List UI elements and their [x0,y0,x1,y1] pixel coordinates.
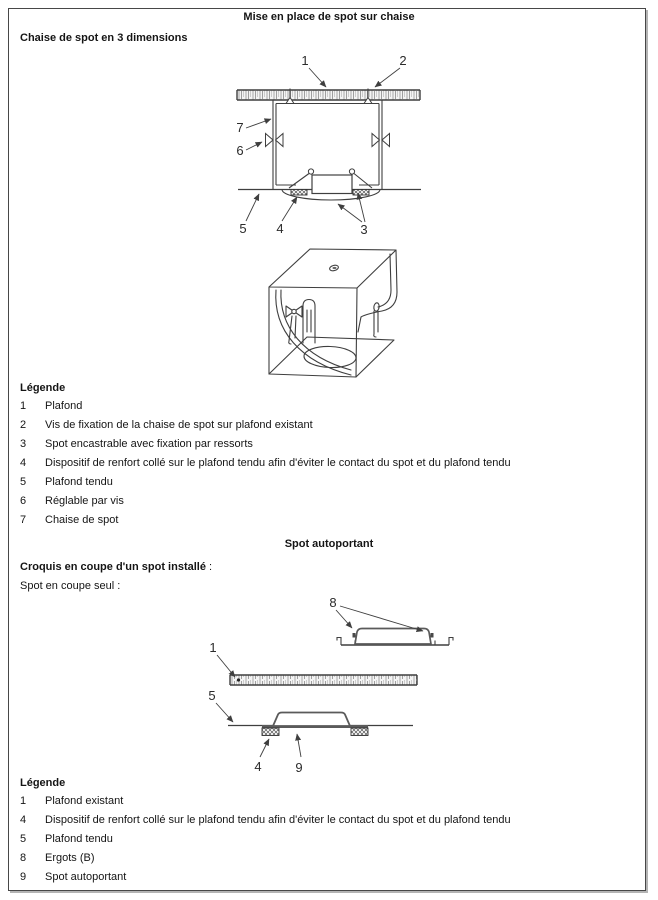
callout-5b-arrow [216,703,233,722]
callout-9-arrow [297,734,301,757]
legend2-row4-num: 8 [20,852,27,864]
diagram-spot-cross-section [205,592,480,774]
legend2-row3-label: Plafond tendu [45,833,113,845]
section2-heading: Spot autoportant [284,538,374,550]
legend1-row7-label: Chaise de spot [45,514,119,526]
callout-3-label: 3 [360,222,368,237]
adjuster-right [372,134,390,147]
reinforcement-block-left [262,728,279,736]
callout-1b-arrow [217,655,235,677]
callout-4-label: 4 [276,221,284,236]
callout-7-arrow [246,119,271,128]
callout-9-label: 9 [295,760,303,775]
section1-heading: Chaise de spot en 3 dimensions [20,32,188,44]
legend2-row1-num: 1 [20,795,27,807]
legend1-title: Légende [20,382,66,394]
legend2-row5-label: Spot autoportant [45,871,127,883]
diagram-chaise-3d [245,243,437,383]
callout-4b-label: 4 [254,759,262,774]
legend1-row7-num: 7 [20,514,27,526]
legend1-row6-label: Réglable par vis [45,495,124,507]
callout-8-arrow-a [336,610,352,628]
legend2-row1-label: Plafond existant [45,795,124,807]
diagram1-callouts [236,53,406,237]
legend2-row5-num: 9 [20,871,27,883]
existing-ceiling-band [230,675,417,685]
legend1-row1-label: Plafond [45,400,83,412]
legend1-row3-label: Spot encastrable avec fixation par ressorts [45,438,253,450]
callout-2-label: 2 [399,53,407,68]
spot-alone-section [337,629,453,646]
callout-4-arrow [282,197,297,221]
callout-1b-label: 1 [209,640,217,655]
callout-3-arrow-a [338,204,362,222]
legend1-row2-label: Vis de fixation de la chaise de spot sur plafond existant [45,419,313,431]
section2-subheading [20,561,212,573]
section2-subheading-colon: : [205,561,213,573]
callout-6-label: 6 [236,143,244,158]
legend1-row4-num: 4 [20,457,27,469]
chaise-3d-lines [269,249,397,377]
callout-5b-label: 5 [208,688,216,703]
callout-2-arrow [375,68,400,87]
legend1-row1-num: 1 [20,400,27,412]
diagram-chaise-cross-section [225,48,440,240]
callout-5-label: 5 [239,221,247,236]
callout-7-label: 7 [236,120,244,135]
callout-5-arrow [246,194,259,221]
callout-8-arrow-b [340,606,423,631]
legend1-row4-label: Dispositif de renfort collé sur le plafond tendu afin d'éviter le contact du spot et du plafond tendu [45,457,511,469]
callout-4b-arrow [260,739,269,757]
legend2-row2-num: 4 [20,814,27,826]
section2-subheading-bold: Croquis en coupe d'un spot installé [20,561,206,573]
installed-spot [262,713,368,736]
ceiling-band [237,90,420,100]
callout-1-arrow [309,68,326,87]
legend1-row5-label: Plafond tendu [45,476,113,488]
legend1-row6-num: 6 [20,495,27,507]
legend2-row2-label: Dispositif de renfort collé sur le plafond tendu afin d'éviter le contact du spot et du plafond tendu [45,814,511,826]
legend1-row2-num: 2 [20,419,27,431]
callout-8-label: 8 [329,595,337,610]
callout-1-label: 1 [301,53,309,68]
legend1-row3-num: 3 [20,438,27,450]
legend2-row4-label: Ergots (B) [45,852,95,864]
section2-subline: Spot en coupe seul : [20,580,121,592]
legend2-row3-num: 5 [20,833,27,845]
legend1-row5-num: 5 [20,476,27,488]
callout-6-arrow [246,142,262,150]
legend2-title: Légende [20,777,66,789]
reinforcement-block-right [351,728,368,736]
document-title: Mise en place de spot sur chaise [243,11,415,23]
adjuster-left [266,134,284,147]
